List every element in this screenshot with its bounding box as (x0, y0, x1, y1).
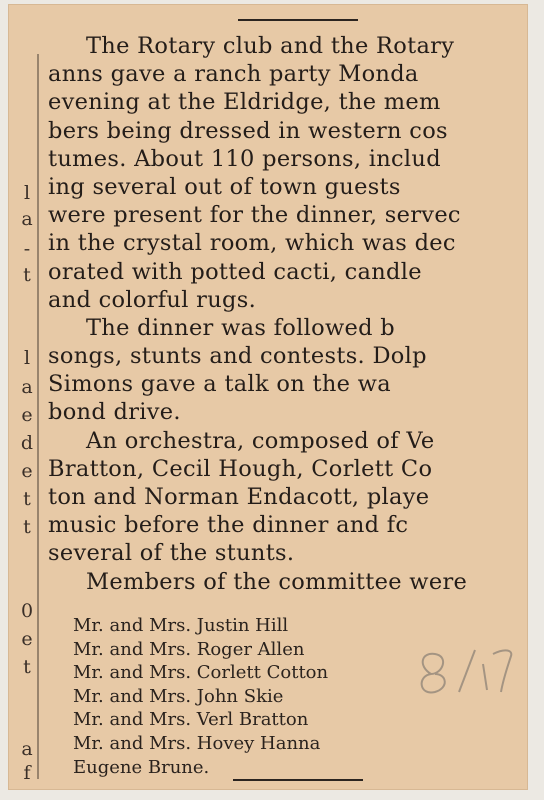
article-line: anns gave a ranch party Monda (48, 61, 419, 88)
column-divider (37, 54, 39, 779)
left-fragment: - (23, 238, 31, 260)
handwritten-pencil-note (413, 634, 523, 704)
newspaper-clipping (8, 4, 528, 790)
article-line: bond drive. (48, 399, 181, 426)
left-fragment: t (23, 264, 31, 286)
article-line: evening at the Eldridge, the mem (48, 89, 441, 116)
article-body (48, 32, 528, 596)
committee-member: Mr. and Mrs. Justin Hill (73, 615, 289, 636)
committee-member: Mr. and Mrs. Corlett Cotton (73, 662, 329, 684)
article-line: tumes. About 110 persons, includ (48, 145, 441, 172)
article-line: Bratton, Cecil Hough, Corlett Co (48, 455, 433, 482)
article-line: music before the dinner and fc (48, 512, 409, 539)
left-fragment: e (21, 404, 33, 426)
committee-member: Mr. and Mrs. John Skie (73, 685, 284, 707)
article-line: and colorful rugs. (48, 286, 257, 313)
left-fragment: a (21, 208, 33, 230)
left-fragment: a (21, 376, 33, 398)
article-line: bers being dressed in western cos (48, 117, 448, 144)
article-line: An orchestra, composed of Ve (86, 427, 435, 454)
left-fragment: d (20, 432, 34, 454)
committee-member: Eugene Brune. (73, 756, 210, 778)
left-fragment: l (23, 182, 31, 204)
article-line: were present for the dinner, servec (48, 202, 461, 229)
top-rule (238, 19, 358, 21)
article-line: The dinner was followed b (86, 314, 395, 341)
left-fragment: t (23, 656, 31, 678)
left-fragment: 0 (20, 600, 34, 622)
left-fragment: f (23, 762, 31, 784)
article-line: orated with potted cacti, candle (48, 258, 422, 285)
left-fragment: a (21, 738, 33, 760)
article-line: songs, stunts and contests. Dolp (48, 343, 427, 370)
article-line: Simons gave a talk on the wa (48, 371, 391, 398)
committee-member: Mr. and Mrs. Verl Bratton (73, 709, 309, 731)
left-fragment: e (21, 460, 33, 482)
left-fragment: l (23, 347, 31, 369)
article-line: in the crystal room, which was dec (48, 230, 456, 257)
article-line: ton and Norman Endacott, playe (48, 484, 430, 510)
left-fragment: t (23, 516, 31, 538)
article-line: ing several out of town guests (48, 173, 401, 200)
article-line: Members of the committee were (86, 568, 468, 595)
committee-member: Mr. and Mrs. Hovey Hanna (73, 732, 321, 754)
left-fragment: e (21, 628, 33, 650)
left-fragment: t (23, 488, 31, 510)
bottom-rule (233, 779, 363, 781)
article-line: several of the stunts. (48, 540, 295, 567)
adjacent-column-fragments (14, 4, 38, 790)
committee-member: Mr. and Mrs. Roger Allen (73, 638, 305, 660)
article-line: The Rotary club and the Rotary (86, 33, 455, 59)
